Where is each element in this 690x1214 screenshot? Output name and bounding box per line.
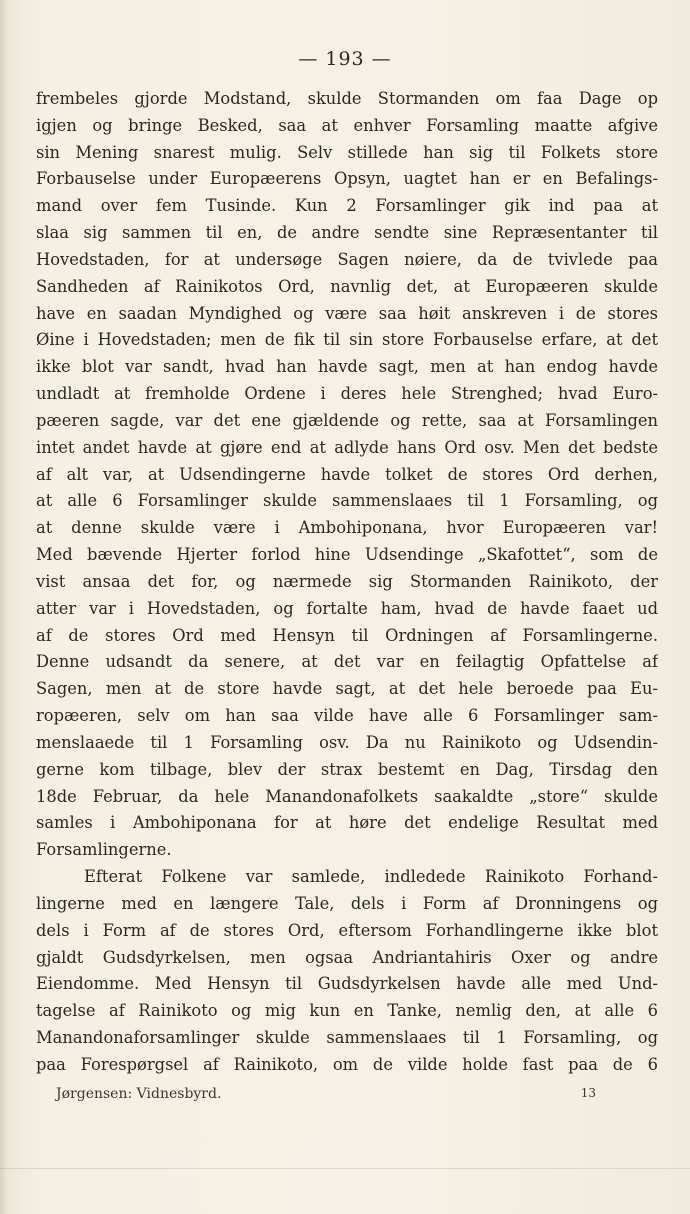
text-line: slaa sig sammen til en, de andre sendte sine Repræsentanter til xyxy=(36,223,658,243)
text-line: Forbauselse under Europæerens Opsyn, uagtet han er en Befalings- xyxy=(36,169,658,189)
text-line: at alle 6 Forsamlinger skulde sammenslaaes til 1 Forsamling, og xyxy=(36,491,658,511)
text-line: menslaaede til 1 Forsamling osv. Da nu Rainikoto og Udsendin- xyxy=(36,732,658,752)
page-fold-line xyxy=(0,1168,690,1169)
text-line: intet andet havde at gjøre end at adlyde hans Ord osv. Men det bedste xyxy=(36,437,658,457)
text-line: Øine i Hovedstaden; men de fik til sin store Forbauselse erfare, at det xyxy=(36,330,658,350)
text-line: igjen og bringe Besked, saa at enhver Forsamling maatte afgive xyxy=(36,115,658,135)
text-line: Sandheden af Rainikotos Ord, navnlig det, at Europæeren skulde xyxy=(36,276,658,296)
page-number-header: — 193 — xyxy=(298,48,392,70)
text-line: Eiendomme. Med Hensyn til Gudsdyrkelsen havde alle med Und- xyxy=(36,974,658,994)
text-line: pæeren sagde, var det ene gjældende og rette, saa at Forsamlingen xyxy=(36,410,658,430)
text-line: samles i Ambohiponana for at høre det endelige Resultat med xyxy=(36,813,658,833)
text-line: Med bævende Hjerter forlod hine Udsendinge „Skafottet“, som de xyxy=(36,545,658,565)
text-line: frembeles gjorde Modstand, skulde Stormanden om faa Dage op xyxy=(36,89,658,108)
text-line: vist ansaa det for, og nærmede sig Stormanden Rainikoto, der xyxy=(36,571,658,591)
paragraph-start-line: Efterat Folkene var samlede, indledede Rainikoto Forhand- xyxy=(84,867,658,887)
text-line: dels i Form af de stores Ord, eftersom Forhandlingerne ikke blot xyxy=(36,920,658,940)
text-line: Sagen, men at de store havde sagt, at det hele beroede paa Eu- xyxy=(36,679,658,699)
text-line: lingerne med en længere Tale, dels i Form af Dronningens og xyxy=(36,893,658,913)
text-line: gerne kom tilbage, blev der strax bestemt en Dag, Tirsdag den xyxy=(36,759,658,779)
text-line: undladt at fremholde Ordene i deres hele Strenghed; hvad Euro- xyxy=(36,384,658,404)
text-line: Manandonaforsamlinger skulde sammenslaaes til 1 Forsamling, og xyxy=(36,1027,658,1047)
text-line: ikke blot var sandt, hvad han havde sagt, men at han endog havde xyxy=(36,357,658,377)
text-line: atter var i Hovedstaden, og fortalte ham, hvad de havde faaet ud xyxy=(36,598,658,618)
text-line: Hovedstaden, for at undersøge Sagen nøiere, da de tvivlede paa xyxy=(36,249,658,269)
text-line: af alt var, at Udsendingerne havde tolket de stores Ord derhen, xyxy=(36,464,658,484)
text-line: mand over fem Tusinde. Kun 2 Forsamlinger gik ind paa at xyxy=(36,196,658,216)
body-text xyxy=(36,86,658,1079)
sheet-number: 13 xyxy=(580,1086,596,1100)
text-line: gjaldt Gudsdyrkelsen, men ogsaa Andriantahiris Oxer og andre xyxy=(36,947,658,967)
text-line: have en saadan Myndighed og være saa høit anskreven i de stores xyxy=(36,303,658,323)
text-line: at denne skulde være i Ambohiponana, hvor Europæeren var! xyxy=(36,518,658,538)
text-line: ropæeren, selv om han saa vilde have alle 6 Forsamlinger sam- xyxy=(36,706,658,726)
paragraph-end-line: Forsamlingerne. xyxy=(36,840,172,860)
page-edge-shadow xyxy=(0,0,8,1214)
text-line: paa Forespørgsel af Rainikoto, om de vilde holde fast paa de 6 xyxy=(36,1054,658,1074)
text-line: sin Mening snarest mulig. Selv stillede han sig til Folkets store xyxy=(36,142,658,162)
signature-mark: Jørgensen: Vidnesbyrd. xyxy=(56,1086,222,1102)
text-line: af de stores Ord med Hensyn til Ordningen af Forsamlingerne. xyxy=(36,625,658,645)
text-line: Denne udsandt da senere, at det var en feilagtig Opfattelse af xyxy=(36,652,658,672)
page-footer xyxy=(56,1086,596,1102)
text-line: tagelse af Rainikoto og mig kun en Tanke, nemlig den, at alle 6 xyxy=(36,1001,658,1021)
text-line: 18de Februar, da hele Manandonafolkets saakaldte „store“ skulde xyxy=(36,786,658,806)
